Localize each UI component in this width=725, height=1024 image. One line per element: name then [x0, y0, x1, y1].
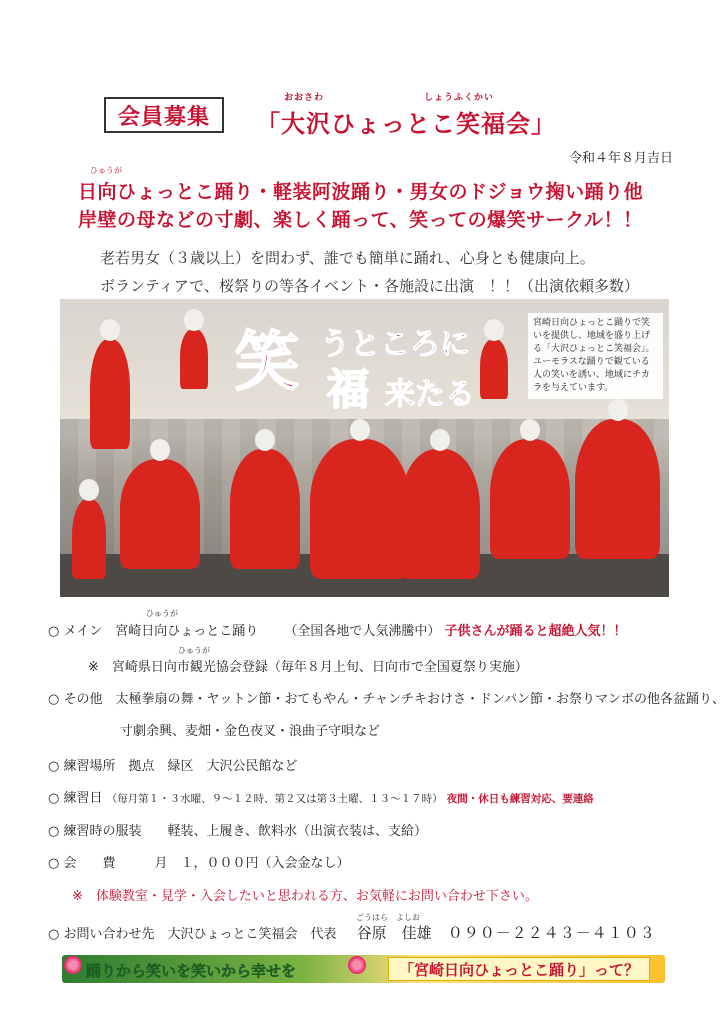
main-ruby: ひゅうが	[146, 609, 178, 618]
list-item-main	[48, 620, 627, 639]
contact-name: 谷原 佳雄	[356, 924, 432, 942]
page-title: 「大沢ひょっとこ笑福会」	[256, 110, 556, 138]
list-item-fee: ○ 会 費 月 １，０００円（入会金なし）	[48, 856, 350, 871]
dancer-figure	[180, 329, 208, 389]
title-ruby-osawa: おおさわ	[284, 93, 325, 103]
list-item-days	[48, 787, 594, 806]
footer-question: 「宮崎日向ひょっとこ踊り」って？	[388, 957, 650, 981]
issue-date: 令和４年８月吉日	[568, 151, 673, 166]
lead-line-2: 岸壁の母などの寸劇、楽しく踊って、笑っての爆笑サークル！！	[78, 209, 643, 231]
list-item-other-2: 寸劇余興、麦畑・金色夜叉・浪曲子守唄など	[120, 724, 381, 739]
main-label: ○ メイン 宮崎日向ひょっとこ踊り	[48, 624, 259, 639]
main-highlight: 子供さんが踊ると超絶人気！！	[444, 624, 627, 639]
page-title-block	[256, 90, 556, 138]
catch-line-2: 来たる	[385, 377, 475, 412]
performance-photo	[60, 299, 669, 597]
dancer-figure	[90, 339, 130, 449]
days-label: ○ 練習日	[48, 791, 103, 806]
contact-ruby: ごうはら よしお	[356, 913, 420, 922]
catchphrase-logo	[235, 311, 505, 414]
lead-line-1: 日向ひょっとこ踊り・軽装阿波踊り・男女のドジョウ掬い踊り他	[78, 181, 644, 203]
dancer-figure	[575, 419, 660, 559]
registration-ruby: ひゅうが	[178, 646, 210, 655]
title-ruby-shofukukai: しょうふくかい	[424, 93, 495, 103]
dancer-figure	[400, 449, 480, 579]
footer-slogan: 踊りから笑いを笑いから幸せを	[86, 962, 297, 980]
photo-caption: 宮崎日向ひょっとこ踊りで笑いを提供し、地域を盛り上げる「大沢ひょっとこ笑福会」。ユーモラスな踊りで観ている人の笑いを誘い、地域にチカラを与えています。	[528, 313, 663, 399]
list-item-registration: ※ 宮崎県日向市観光協会登録（毎年８月上旬、日向市で全国夏祭り実施）	[88, 660, 528, 675]
contact-label: ○ お問い合わせ先 大沢ひょっとこ笑福会 代表	[48, 927, 337, 942]
description-line-1: 老若男女（３歳以上）を問わず、誰でも簡単に踊れ、心身とも健康向上。	[100, 249, 595, 267]
dancer-figure	[230, 449, 300, 569]
list-item-place: ○ 練習場所 拠点 緑区 大沢公民館など	[48, 759, 298, 774]
flower-icon	[64, 956, 82, 974]
dancer-figure	[490, 439, 570, 559]
days-detail: （毎月第１・３水曜、９～１２時、第２又は第３土曜、１３～１７時）	[106, 793, 443, 805]
lead-ruby: ひゅうが	[90, 166, 122, 175]
list-item-other-1: ○ その他 太極拳扇の舞・ヤットン節・おてもやん・チャンチキおけさ・ドンパン節・お祭りマンボの他各盆踊り、	[48, 692, 725, 707]
list-item-clothes: ○ 練習時の服装 軽装、上履き、飲料水（出演衣装は、支給）	[48, 824, 427, 839]
flower-icon	[348, 956, 366, 974]
dancer-figure	[310, 439, 410, 579]
description-line-2: ボランティアで、桜祭りの等各イベント・各施設に出演 ！！（出演依頼多数）	[100, 277, 639, 295]
main-note: （全国各地で人気沸騰中）	[284, 624, 441, 639]
days-highlight: 夜間・休日も練習対応、要連絡	[446, 793, 594, 805]
contact-phone: ０９０－２２４３－４１０３	[447, 924, 656, 942]
recruit-label: 会員募集	[104, 97, 224, 133]
catch-fuku: 福	[327, 365, 370, 414]
dancer-figure	[120, 459, 200, 569]
notice-line: ※ 体験教室・見学・入会したいと思われる方、お気軽にお問い合わせ下さい。	[72, 889, 538, 904]
list-item-contact	[48, 922, 656, 943]
dancer-figure	[72, 499, 106, 579]
catch-sho: 笑	[235, 326, 299, 400]
catch-line-1: うところに	[320, 327, 470, 362]
